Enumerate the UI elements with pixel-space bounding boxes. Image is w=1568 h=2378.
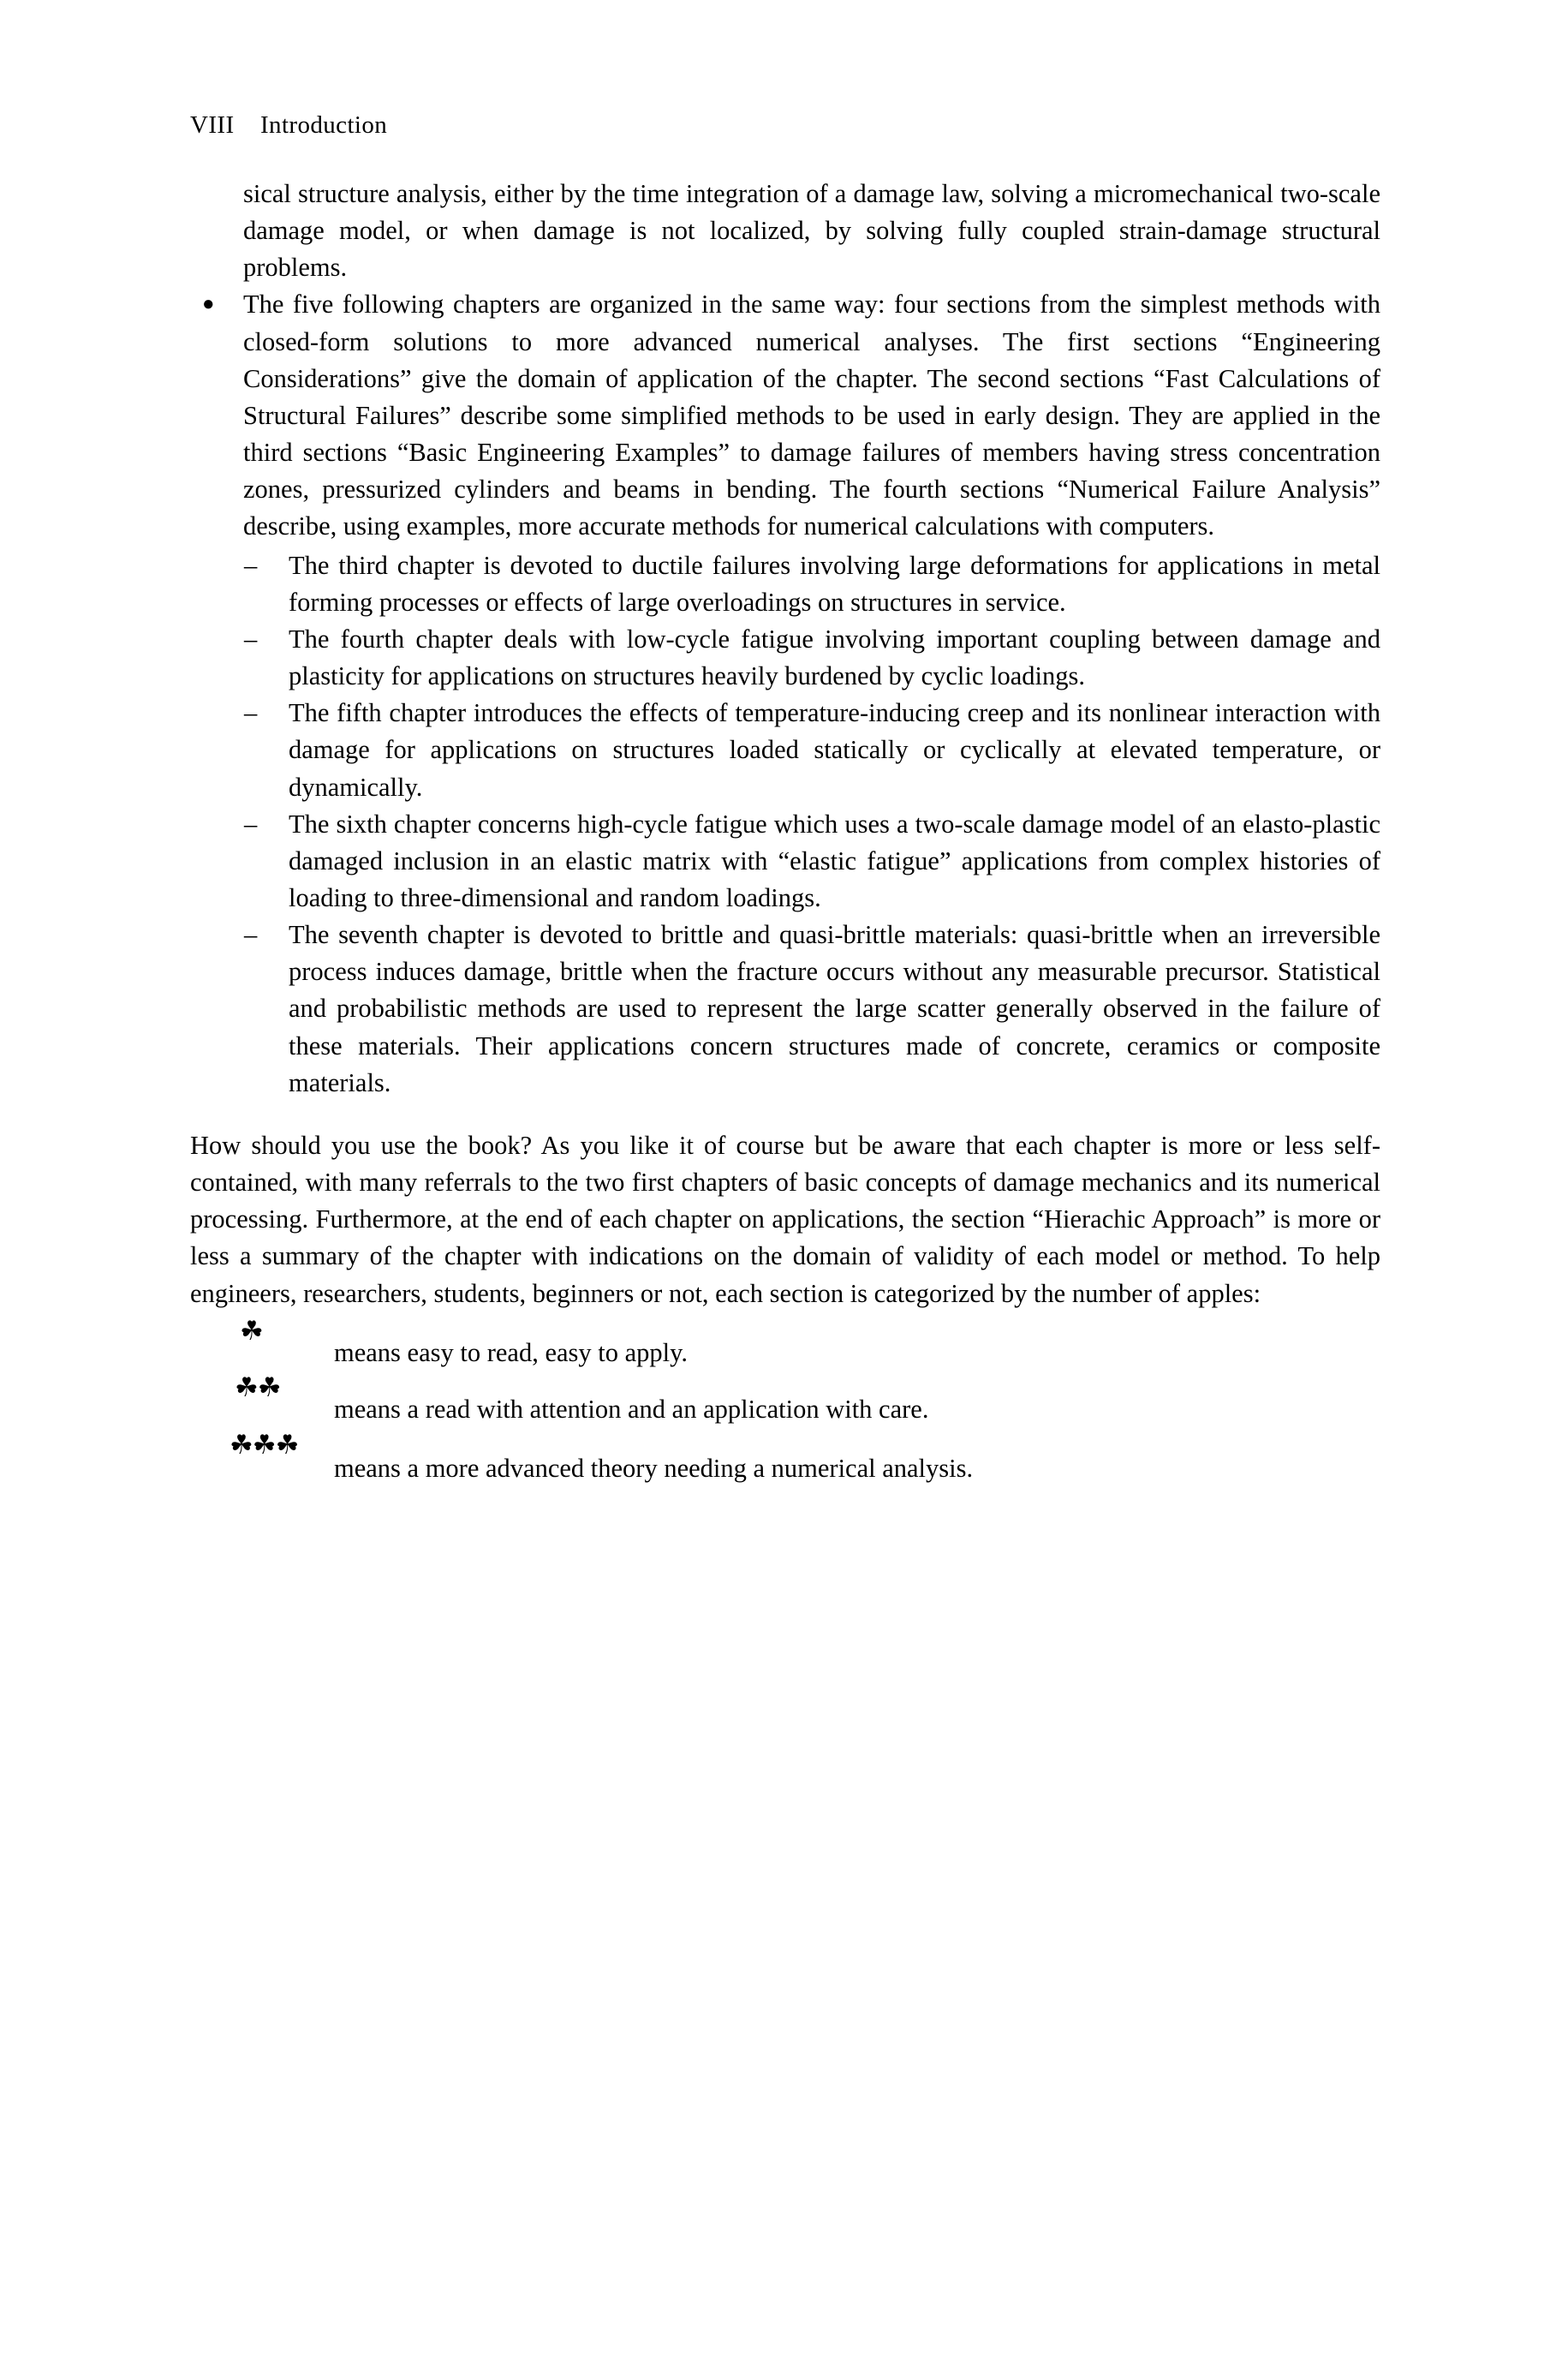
legend-text: means a more advanced theory needing a numerical analysis.: [334, 1454, 974, 1484]
list-item-text: The sixth chapter concerns high-cycle fatigue which uses a two-scale damage model of an elasto-plastic damaged inclusion in an elastic matrix with “elastic fatigue” applications from complex histories of loading to three-dimensional and random loadings.: [289, 809, 1380, 912]
list-item: [244, 621, 1380, 695]
legend-text: means a read with attention and an application with care.: [334, 1395, 929, 1425]
list-item-text: The fourth chapter deals with low-cycle fatigue involving important coupling between damage and plasticity for applications on structures heavily burdened by cyclic loadings.: [289, 624, 1380, 691]
legend-text: means easy to read, easy to apply.: [334, 1337, 689, 1367]
list-item: [244, 917, 1380, 1102]
list-item: [244, 547, 1380, 621]
apple-icon-single: ☘: [240, 1315, 263, 1347]
list-item: [244, 806, 1380, 917]
running-head: [190, 111, 1378, 140]
dash-marker-icon: –: [244, 809, 258, 839]
bullet-paragraph: The five following chapters are organized in the same way: four sections from the simplest methods with closed-form solutions to more advanced numerical analyses. The first sections “Engineering Considerations” give the domain of application of the chapter. The second sections “Fast Calculations of Structural Failures” describe some simplified methods to be used in early design. They are applied in the third sections “Basic Engineering Examples” to damage failures of members having stress concentration zones, pressurized cylinders and beams in bending. The fourth sections “Numerical Failure Analysis” describe, using examples, more accurate methods for numerical calculations with computers.: [243, 290, 1380, 541]
dash-marker-icon: –: [244, 624, 258, 654]
apple-icon-double: ☘☘: [235, 1372, 281, 1404]
legend-row: [190, 1372, 1380, 1428]
dash-marker-icon: –: [244, 698, 258, 728]
page-folio: VIII: [190, 111, 235, 139]
page-body: [190, 176, 1380, 1487]
bullet-list-item: [202, 286, 1380, 545]
legend-row: [190, 1316, 1380, 1371]
sub-list: [244, 547, 1380, 1102]
list-item-text: The third chapter is devoted to ductile failures involving large deformations for applications in metal forming processes or effects of large overloadings on structures in service.: [289, 550, 1380, 617]
legend-row: [190, 1430, 1380, 1487]
dash-marker-icon: –: [244, 920, 258, 950]
apple-icon-triple: ☘☘☘: [230, 1430, 299, 1461]
dash-marker-icon: –: [244, 550, 258, 580]
list-item-text: The seventh chapter is devoted to brittle and quasi-brittle materials: quasi-brittle when an irreversible process induces damage, brittle when the fracture occurs without any measurable precursor. Statistical and probabilistic methods are used to represent the large scatter generally observed in the failure of these materials. Their applications concern structures made of concrete, ceramics or composite materials.: [289, 920, 1380, 1097]
closing-paragraph: How should you use the book? As you like it of course but be aware that each chapter is more or less self-contained, with many referrals to the two first chapters of basic concepts of damage mechanics and its numerical processing. Furthermore, at the end of each chapter on applications, the section “Hierachic Approach” is more or less a summary of the chapter with indications on the domain of validity of each model or method. To help engineers, researchers, students, beginners or not, each section is categorized by the number of apples:: [190, 1130, 1380, 1308]
list-item-text: The fifth chapter introduces the effects of temperature-inducing creep and its nonlinear interaction with damage for applications on structures loaded statically or cyclically at elevated temperature, or dynamically.: [289, 698, 1380, 802]
apples-legend: [190, 1316, 1380, 1487]
running-head-title: Introduction: [260, 111, 388, 139]
bullet-marker-icon: ●: [202, 293, 215, 316]
continued-paragraph: sical structure analysis, either by the time integration of a damage law, solving a micromechanical two-scale damage model, or when damage is not localized, by solving fully coupled strain-damage structural problems.: [243, 179, 1380, 283]
list-item: [244, 695, 1380, 805]
